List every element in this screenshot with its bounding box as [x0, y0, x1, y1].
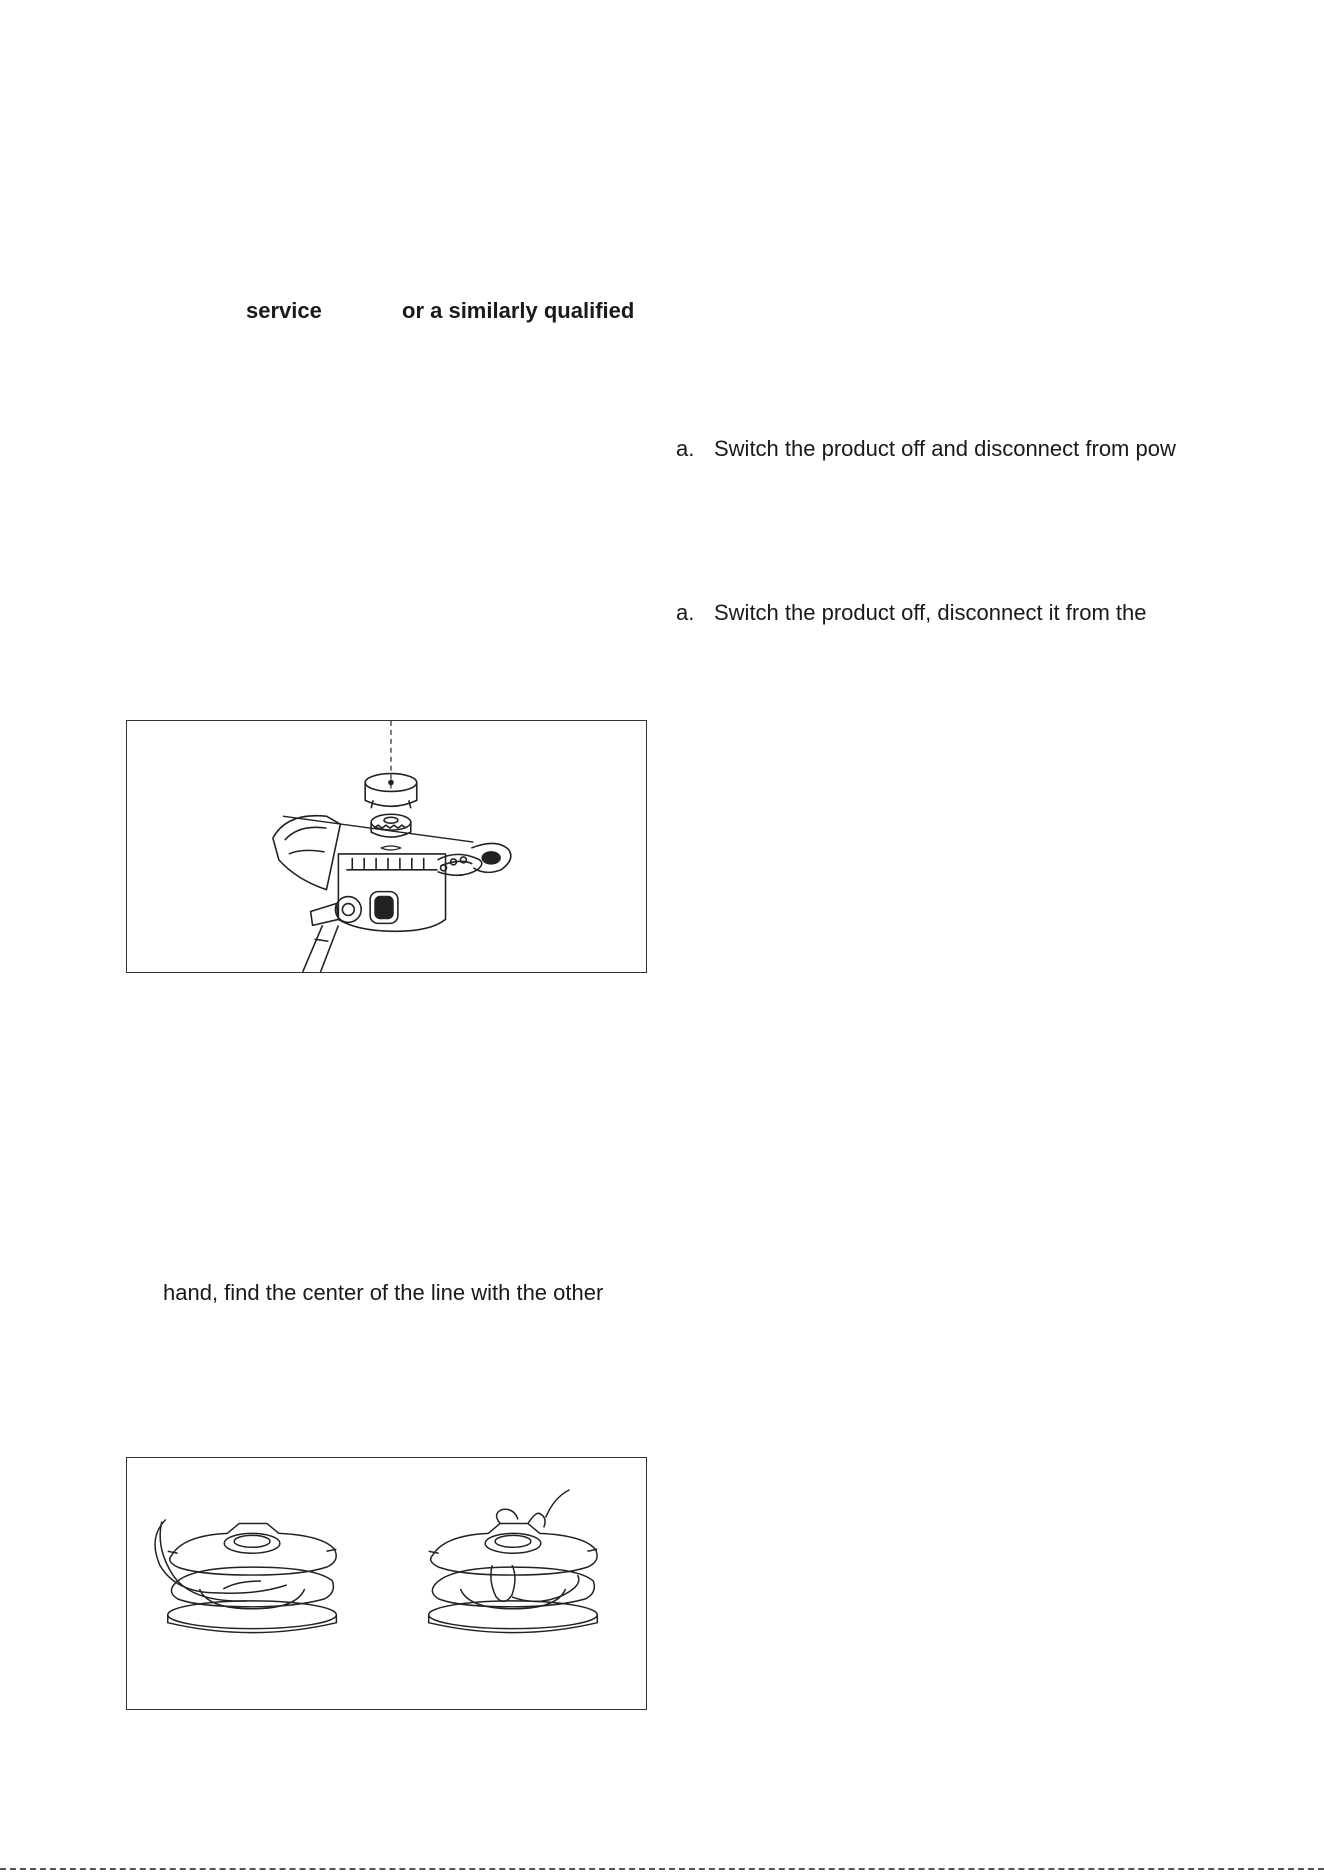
spool-winding-icon: [127, 1458, 646, 1709]
qualified-text: or a similarly qualified: [402, 298, 635, 323]
bottom-page-rule: [0, 1868, 1324, 1870]
spool-head-figure: [126, 720, 647, 973]
service-text: service: [246, 298, 322, 323]
exploded-spool-head-icon: [127, 721, 646, 972]
hand-line-text: hand, find the center of the line with the other: [163, 1280, 604, 1305]
step-a-text-2: Switch the product off, disconnect it from the: [714, 600, 1147, 625]
spool-winding-figure: [126, 1457, 647, 1710]
step-a-text-1: Switch the product off and disconnect from pow: [714, 436, 1176, 461]
step-a-marker-1: a.: [676, 436, 695, 461]
step-a-marker-2: a.: [676, 600, 695, 625]
